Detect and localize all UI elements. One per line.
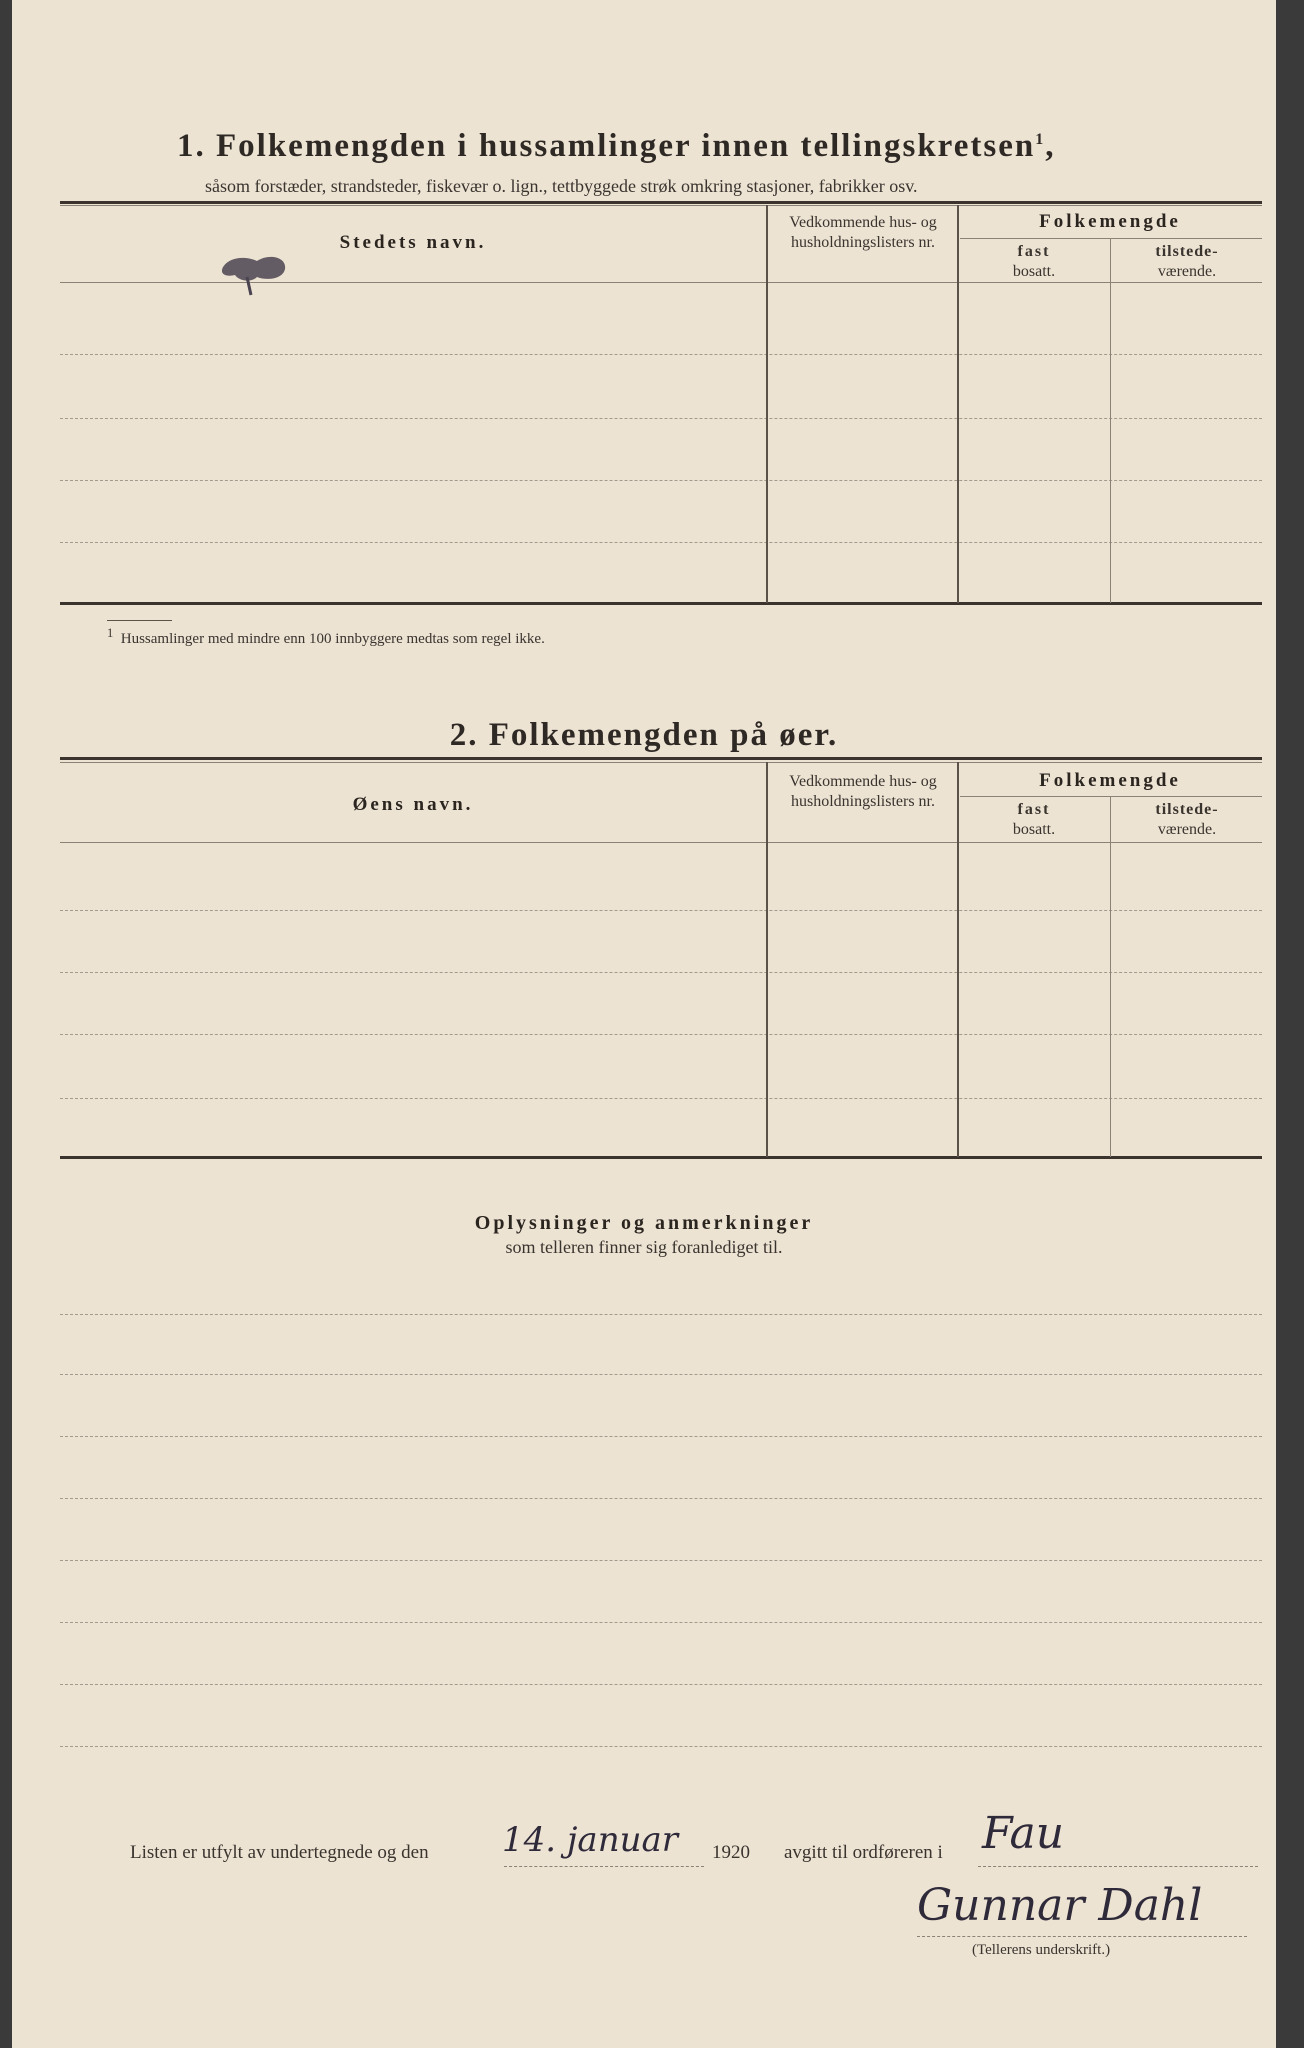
section2-row-line: [60, 910, 1262, 911]
remarks-line: [60, 1374, 1262, 1375]
completion-statement-end: avgitt til ordføreren i: [784, 1842, 943, 1863]
section2-col-island-name: Øens navn.: [352, 794, 474, 815]
section2-header-bottom-rule: [60, 842, 1262, 843]
section1-pop-divider: [960, 238, 1262, 239]
section1-row-line: [60, 542, 1262, 543]
footnote-text: Hussamlinger med mindre enn 100 innbyggere medtas som regel ikke.: [120, 631, 545, 647]
section2-top-rule-thin: [60, 762, 1262, 763]
section2-col-present: tilstede- værende.: [1155, 801, 1219, 838]
section1-top-rule-thin: [60, 205, 1262, 206]
section2-col-resident: fast bosatt.: [1012, 801, 1056, 838]
remarks-line: [60, 1746, 1262, 1747]
section1-col-divider: [957, 205, 959, 603]
section1-col-population: Folkemengde: [1039, 211, 1181, 232]
municipality-blank-line: [978, 1866, 1258, 1867]
section1-col-divider: [1110, 238, 1111, 603]
section2-pop-divider: [960, 796, 1262, 797]
section2-bottom-rule: [60, 1156, 1262, 1159]
footnote-mark: 1: [107, 626, 114, 640]
section1-subtitle: såsom forstæder, strandsteder, fiskevær o. lign., tettbyggede strøk omkring stasjoner, fabrikker osv.: [205, 176, 918, 196]
remarks-line: [60, 1436, 1262, 1437]
section1-row-line: [60, 354, 1262, 355]
section2-col-divider: [957, 762, 959, 1157]
section2-col-divider: [1110, 796, 1111, 1157]
section1-title-text: 1. Folkemengden i hussamlinger innen tellingskretsen: [177, 128, 1036, 164]
ink-blot-mark: [217, 247, 297, 299]
year: 1920: [712, 1842, 750, 1863]
section1-row-line: [60, 418, 1262, 419]
section1-top-rule: [60, 201, 1262, 204]
remarks-line: [60, 1498, 1262, 1499]
census-form-page: [12, 0, 1276, 2048]
date-blank-line: [504, 1866, 704, 1867]
section1-col-list-numbers: Vedkommende hus- og husholdningslisters nr.: [789, 214, 937, 251]
section2-col-population: Folkemengde: [1039, 770, 1181, 791]
remarks-line: [60, 1622, 1262, 1623]
remarks-subtitle: som telleren finner sig foranlediget til.: [505, 1237, 783, 1257]
remarks-line: [60, 1684, 1262, 1685]
handwritten-signature: Gunnar Dahl: [917, 1880, 1203, 1931]
section1-col-resident: fast bosatt.: [1012, 243, 1056, 280]
section1-title: 1. Folkemengden i hussamlinger innen tellingskretsen$^1$,: [177, 128, 1056, 164]
section2-row-line: [60, 1098, 1262, 1099]
remarks-title: Oplysninger og anmerkninger: [474, 1212, 814, 1234]
remarks-line: [60, 1560, 1262, 1561]
signature-caption: (Tellerens underskrift.): [972, 1942, 1111, 1958]
footnote-rule: [107, 620, 172, 621]
section2-row-line: [60, 972, 1262, 973]
remarks-line: [60, 1314, 1262, 1315]
section1-row-line: [60, 480, 1262, 481]
section1-footnote: [107, 626, 545, 648]
section2-row-line: [60, 1034, 1262, 1035]
signature-line: [917, 1936, 1247, 1937]
section2-col-divider: [766, 762, 768, 1157]
section1-bottom-rule: [60, 602, 1262, 605]
section2-col-list-numbers: Vedkommende hus- og husholdningslisters nr.: [789, 773, 937, 810]
section1-col-present: tilstede- værende.: [1155, 243, 1219, 280]
section1-col-divider: [766, 205, 768, 603]
section1-title-footnote-mark: 1: [1035, 131, 1046, 148]
section2-title: 2. Folkemengden på øer.: [449, 717, 839, 753]
handwritten-date: 14. januar: [502, 1820, 679, 1860]
section2-top-rule: [60, 757, 1262, 760]
handwritten-municipality: Fau: [982, 1808, 1065, 1859]
completion-statement-start: Listen er utfylt av undertegnede og den: [130, 1842, 429, 1863]
section1-col-place-name: Stedets navn.: [339, 232, 487, 253]
